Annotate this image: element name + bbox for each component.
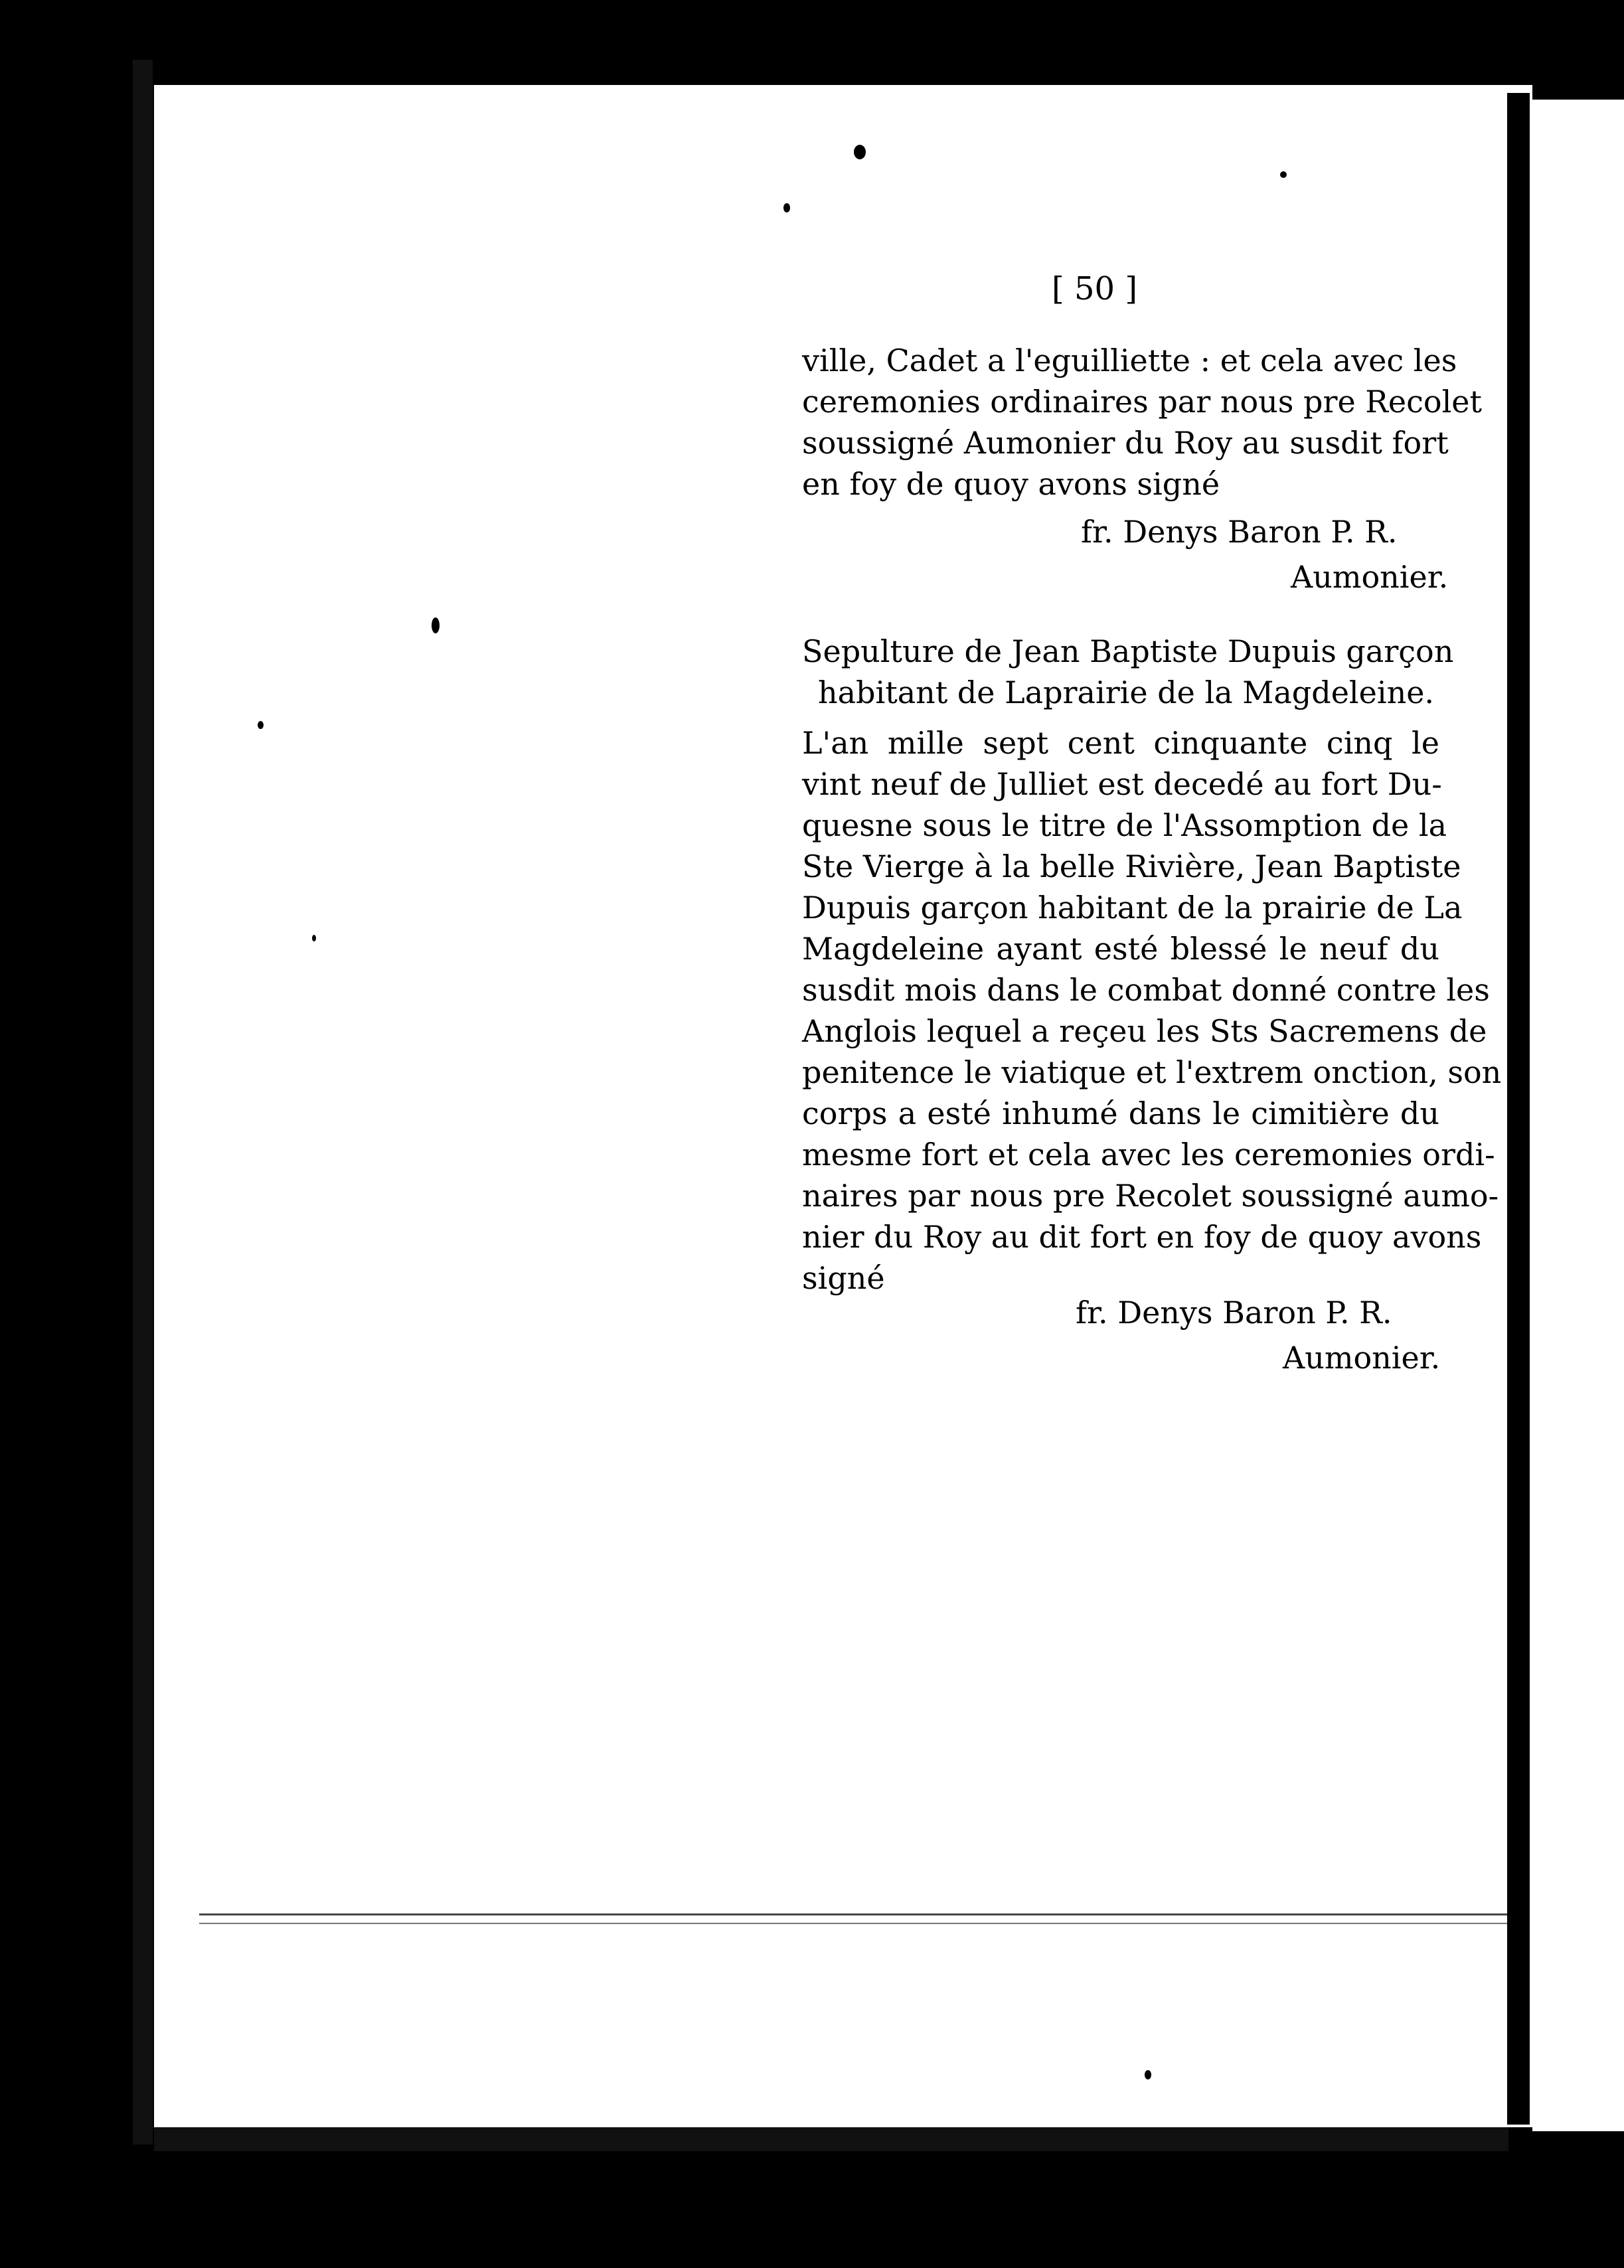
entry2-line: signé bbox=[802, 1260, 885, 1296]
facing-page bbox=[1532, 100, 1624, 2131]
entry1-line: ville, Cadet a l'eguilliette : et cela avec les bbox=[802, 343, 1457, 378]
entry1-signature: fr. Denys Baron P. R. bbox=[1081, 514, 1398, 550]
entry2-heading-line1: Sepulture de Jean Baptiste Dupuis garçon bbox=[802, 633, 1454, 669]
entry2-line: quesne sous le titre de l'Assomption de la bbox=[802, 807, 1447, 843]
entry2-line: mesme fort et cela avec les ceremonies ordi- bbox=[802, 1137, 1495, 1173]
rule-line bbox=[199, 1913, 1507, 1915]
entry2-line: L'an mille sept cent cinquante cinq le bbox=[802, 725, 1439, 761]
page-number: [ 50 ] bbox=[1052, 270, 1138, 307]
entry2-line: nier du Roy au dit fort en foy de quoy avons bbox=[802, 1219, 1482, 1255]
entry2-line: susdit mois dans le combat donné contre les bbox=[802, 972, 1490, 1008]
page-edge-left bbox=[133, 60, 153, 2145]
entry2-line: vint neuf de Julliet est decedé au fort Du- bbox=[802, 766, 1442, 802]
rule-line-2 bbox=[199, 1923, 1507, 1924]
page-edge-bottom bbox=[154, 2127, 1508, 2151]
entry2-line: Dupuis garçon habitant de la prairie de La bbox=[802, 890, 1463, 926]
entry1-signature-title: Aumonier. bbox=[1291, 559, 1449, 595]
gutter-shadow bbox=[1507, 93, 1530, 2125]
entry2-line: corps a esté inhumé dans le cimitière du bbox=[802, 1095, 1439, 1131]
entry2-line: penitence le viatique et l'extrem onction, son bbox=[802, 1054, 1502, 1090]
entry2-signature: fr. Denys Baron P. R. bbox=[1076, 1295, 1392, 1331]
entry1-line: soussigné Aumonier du Roy au susdit fort bbox=[802, 425, 1449, 461]
entry2-line: Magdeleine ayant esté blessé le neuf du bbox=[802, 931, 1439, 967]
entry2-line: Ste Vierge à la belle Rivière, Jean Baptiste bbox=[802, 849, 1461, 884]
entry2-line: Anglois lequel a reçeu les Sts Sacremens de bbox=[802, 1013, 1487, 1049]
entry1-line: en foy de quoy avons signé bbox=[802, 466, 1220, 502]
entry2-line: naires par nous pre Recolet soussigné aumo- bbox=[802, 1178, 1499, 1214]
entry2-signature-title: Aumonier. bbox=[1283, 1340, 1441, 1376]
entry2-heading-line2: habitant de Laprairie de la Magdeleine. bbox=[818, 675, 1435, 710]
entry1-line: ceremonies ordinaires par nous pre Recolet bbox=[802, 384, 1483, 420]
